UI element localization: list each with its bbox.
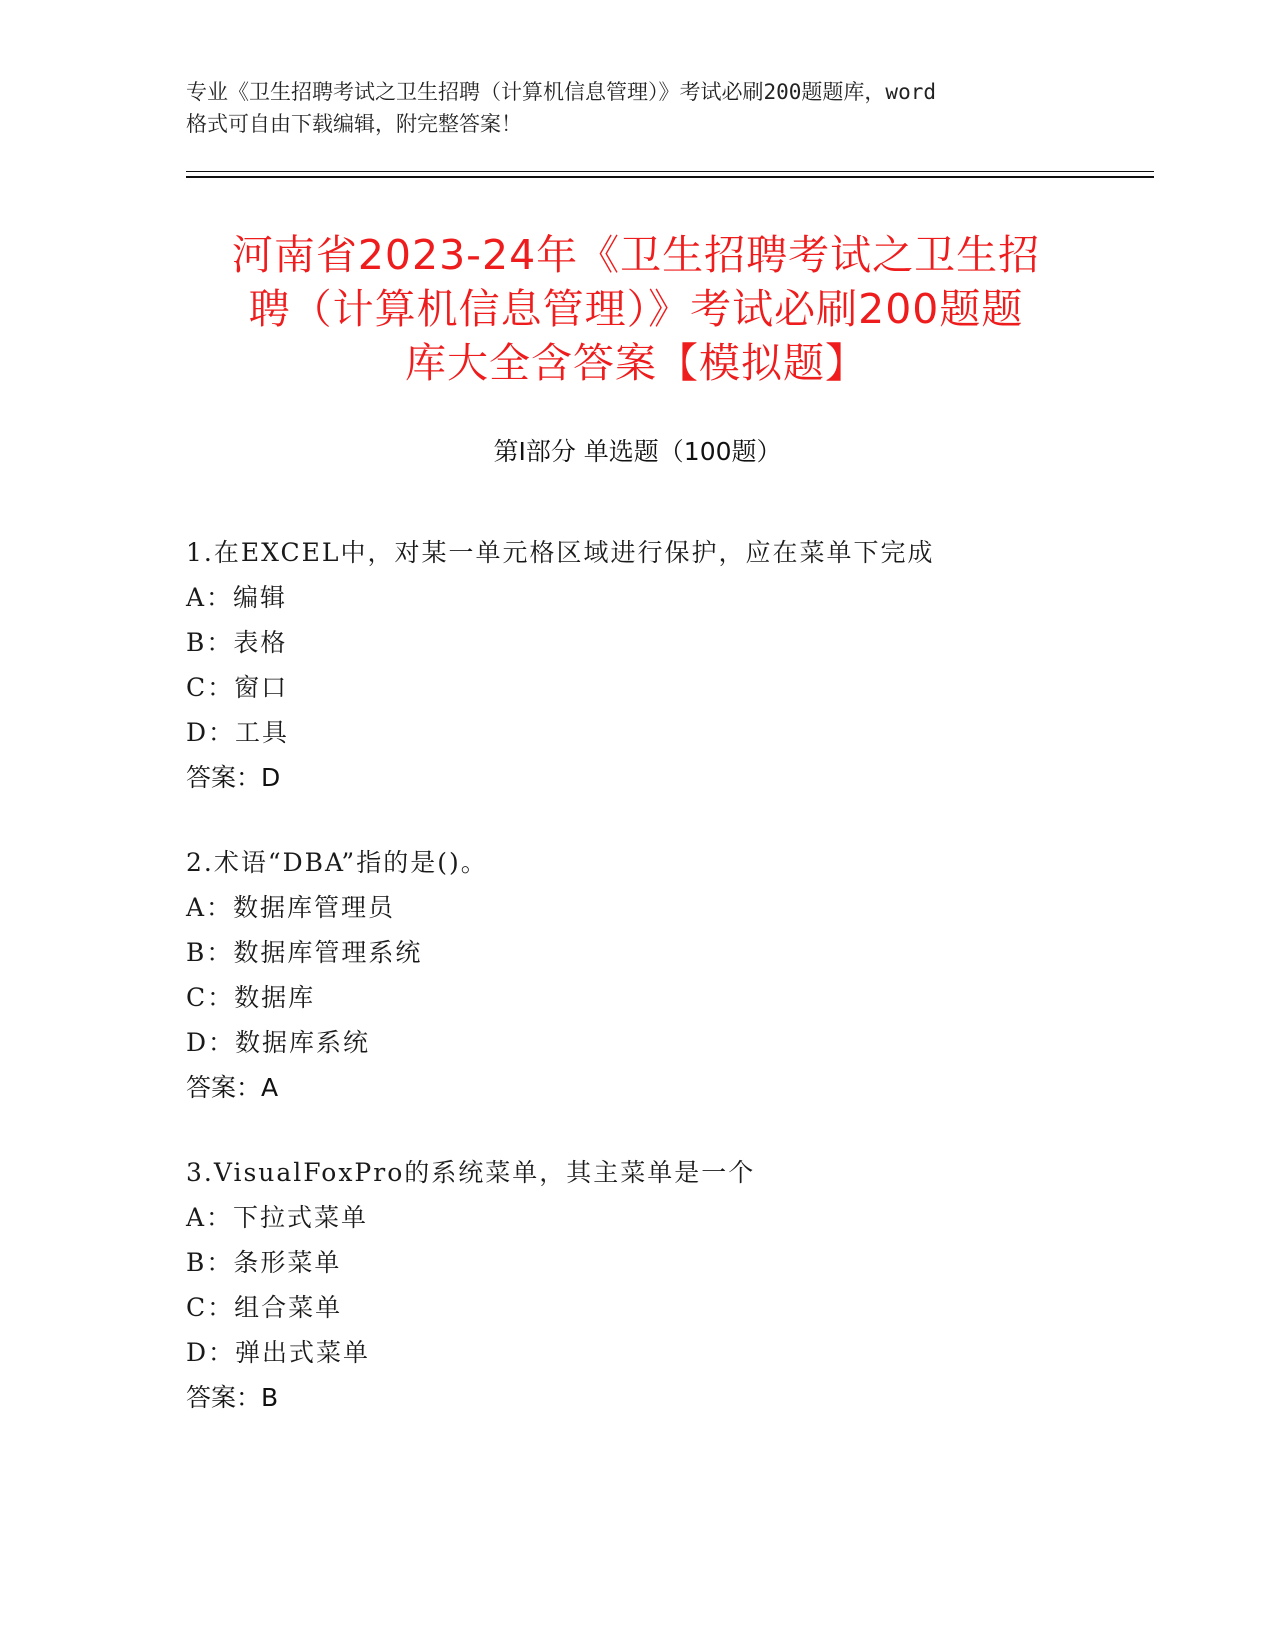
option-c: C：组合菜单 [186,1293,343,1322]
title-line-3: 库大全含答案【模拟题】 [405,339,867,387]
option-a: A：数据库管理员 [186,893,396,922]
option-c: C：数据库 [186,983,316,1012]
header-rule-thin [186,171,1154,172]
header-note-line-2: 格式可自由下载编辑，附完整答案！ [186,112,522,136]
option-d: D：数据库系统 [186,1028,371,1057]
header-note-line-1: 专业《卫生招聘考试之卫生招聘（计算机信息管理）》考试必刷200题题库，word [186,80,936,104]
option-d: D：弹出式菜单 [186,1338,371,1367]
question-item [186,1150,1154,1420]
option-b: B：表格 [186,628,288,657]
header-rule-thick [186,176,1154,178]
option-a: A：下拉式菜单 [186,1203,369,1232]
answer-line: 答案：B [186,1383,279,1412]
section-heading: 第Ⅰ部分 单选题（100题） [493,437,782,466]
question-stem: 1.在EXCEL中，对某一单元格区域进行保护，应在菜单下完成 [186,538,935,567]
option-b: B：条形菜单 [186,1248,342,1277]
document-title [186,228,1086,390]
question-list [186,530,1154,1460]
title-line-2: 聘（计算机信息管理）》考试必刷200题题 [248,285,1024,333]
question-item [186,840,1154,1110]
answer-line: 答案：D [186,763,281,792]
question-stem: 2.术语“DBA”指的是()。 [186,848,488,877]
question-item [186,530,1154,800]
option-c: C：窗口 [186,673,289,702]
option-a: A：编辑 [186,583,288,612]
header-note [186,76,1086,140]
answer-line: 答案：A [186,1073,279,1102]
option-d: D：工具 [186,718,290,747]
option-b: B：数据库管理系统 [186,938,423,967]
title-line-1: 河南省2023-24年《卫生招聘考试之卫生招 [231,231,1041,279]
question-stem: 3.VisualFoxPro的系统菜单，其主菜单是一个 [186,1158,756,1187]
